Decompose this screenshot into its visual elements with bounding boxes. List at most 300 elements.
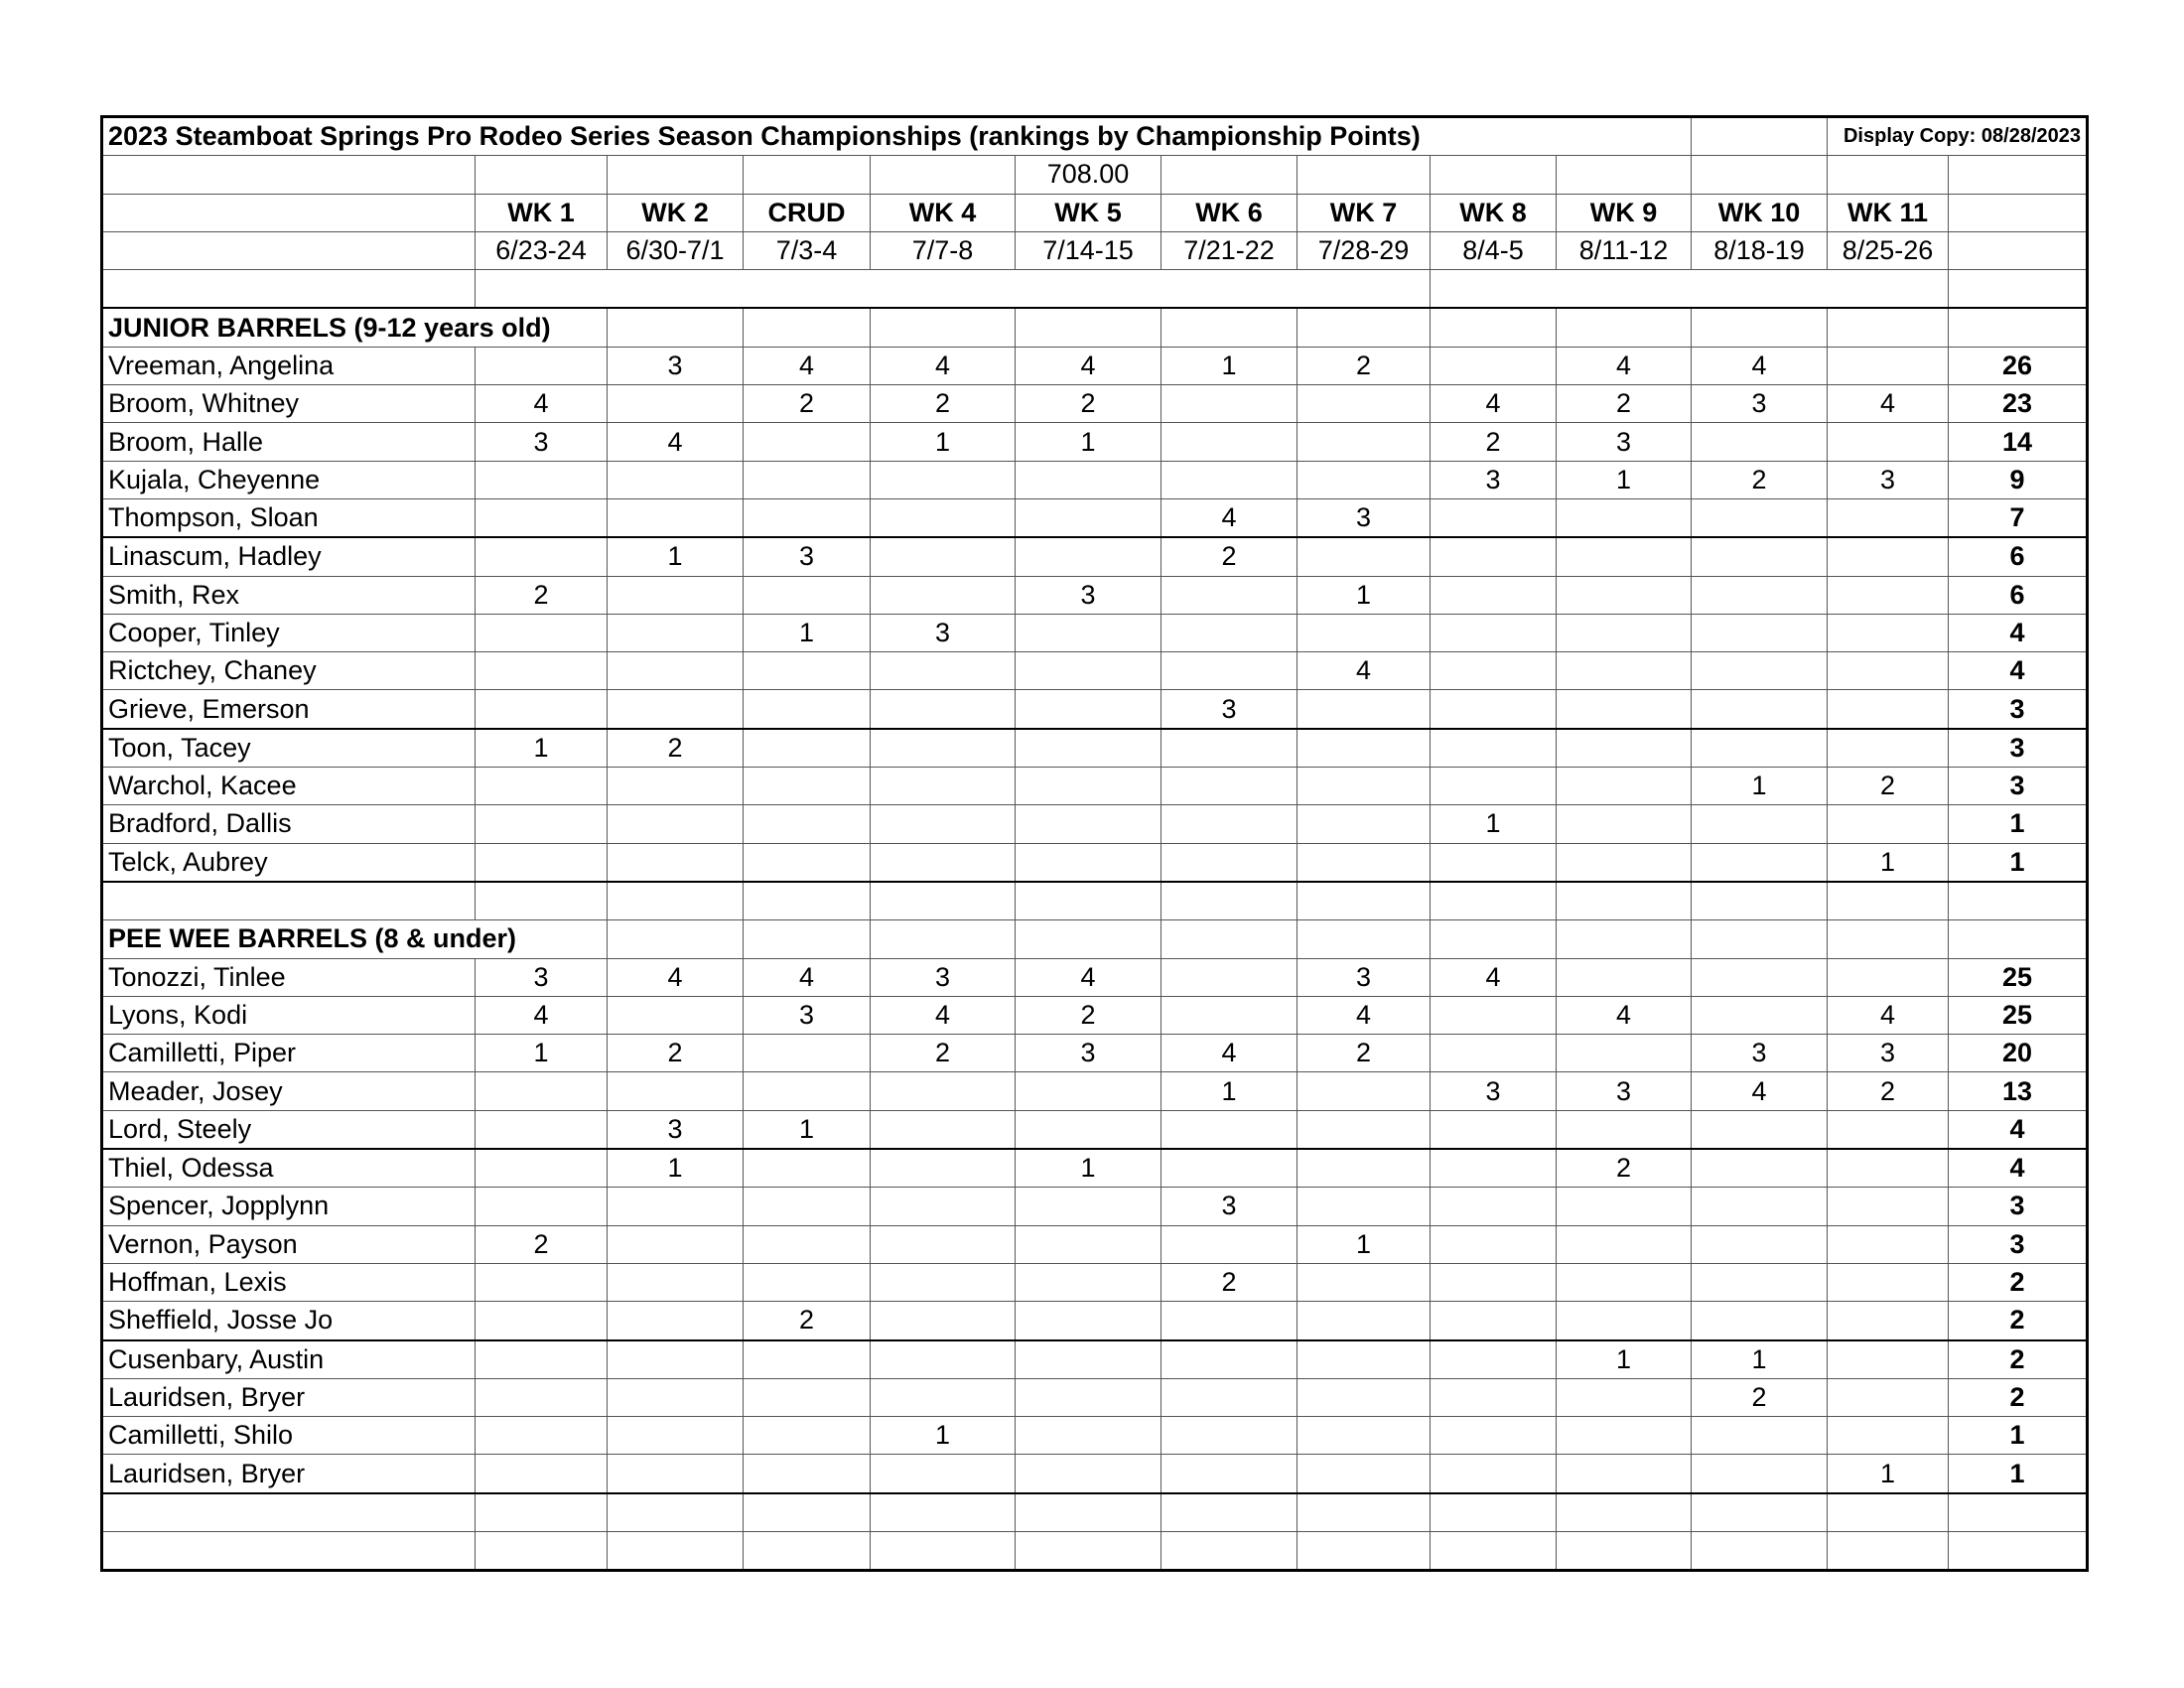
week-label: WK 1 <box>476 194 608 231</box>
points-cell <box>1016 1455 1161 1493</box>
points-cell <box>871 1263 1016 1301</box>
empty-cell <box>1828 920 1949 958</box>
points-cell: 1 <box>1016 1149 1161 1188</box>
points-cell: 4 <box>1161 1035 1297 1072</box>
points-cell: 2 <box>871 1035 1016 1072</box>
total-points: 2 <box>1949 1263 2088 1301</box>
empty-cell <box>1161 920 1297 958</box>
spacer-cell <box>1949 270 2088 309</box>
points-cell: 2 <box>1297 347 1431 384</box>
section-title: JUNIOR BARRELS (9-12 years old) <box>102 308 608 347</box>
total-points: 2 <box>1949 1302 2088 1340</box>
points-cell: 2 <box>608 729 744 768</box>
points-cell <box>1297 1263 1431 1301</box>
points-cell <box>1557 1110 1692 1149</box>
total-points: 3 <box>1949 1188 2088 1225</box>
points-cell <box>744 843 871 882</box>
points-cell <box>744 1035 871 1072</box>
points-cell <box>1557 614 1692 651</box>
empty-cell <box>608 308 744 347</box>
points-cell <box>476 1378 608 1416</box>
points-cell <box>476 805 608 843</box>
points-cell <box>1828 690 1949 729</box>
table-row <box>102 1417 2088 1455</box>
points-cell: 1 <box>1297 576 1431 614</box>
empty-cell <box>1431 308 1557 347</box>
table-row <box>102 690 2088 729</box>
points-cell <box>1828 958 1949 996</box>
points-cell: 1 <box>1016 423 1161 461</box>
empty-cell <box>1949 1493 2088 1532</box>
points-cell: 2 <box>744 1302 871 1340</box>
points-cell <box>476 1302 608 1340</box>
points-cell <box>744 1188 871 1225</box>
points-cell <box>744 498 871 537</box>
points-cell: 4 <box>871 347 1016 384</box>
section-header-row <box>102 308 2088 347</box>
points-cell: 3 <box>1431 461 1557 498</box>
contestant-name: Camilletti, Piper <box>102 1035 476 1072</box>
empty-cell <box>1161 1493 1297 1532</box>
points-cell <box>871 1302 1016 1340</box>
points-cell <box>608 1455 744 1493</box>
contestant-name: Camilletti, Shilo <box>102 1417 476 1455</box>
points-cell: 3 <box>744 537 871 576</box>
points-cell <box>871 1225 1016 1263</box>
points-cell <box>1828 498 1949 537</box>
points-cell <box>1557 958 1692 996</box>
week-dates: 6/30-7/1 <box>608 231 744 269</box>
total-points: 1 <box>1949 1455 2088 1493</box>
spacer-cell <box>1431 270 1949 309</box>
points-cell <box>1431 1035 1557 1072</box>
empty-cell <box>1828 882 1949 920</box>
table-row <box>102 768 2088 805</box>
empty-cell <box>608 920 744 958</box>
points-cell: 4 <box>1016 958 1161 996</box>
points-cell <box>476 652 608 690</box>
empty-cell <box>1297 308 1431 347</box>
points-cell <box>1828 1149 1949 1188</box>
points-cell: 4 <box>1828 385 1949 423</box>
standings-table <box>100 115 2089 1572</box>
empty-cell <box>871 920 1016 958</box>
points-cell: 3 <box>1161 690 1297 729</box>
points-cell: 4 <box>744 347 871 384</box>
points-cell: 4 <box>1297 996 1431 1034</box>
points-cell <box>1557 729 1692 768</box>
points-cell <box>871 537 1016 576</box>
points-cell <box>871 843 1016 882</box>
empty-cell <box>102 1531 476 1570</box>
points-cell: 3 <box>871 958 1016 996</box>
total-points: 3 <box>1949 768 2088 805</box>
points-cell: 1 <box>1431 805 1557 843</box>
points-cell <box>1161 768 1297 805</box>
points-cell <box>1297 1188 1431 1225</box>
points-cell <box>476 1340 608 1379</box>
week-dates: 8/4-5 <box>1431 231 1557 269</box>
points-cell <box>1828 1340 1949 1379</box>
points-cell: 2 <box>476 1225 608 1263</box>
points-cell <box>744 690 871 729</box>
contestant-name: Meader, Josey <box>102 1072 476 1110</box>
points-cell: 1 <box>1828 1455 1949 1493</box>
week-label: WK 11 <box>1828 194 1949 231</box>
points-cell <box>1431 1340 1557 1379</box>
points-cell: 3 <box>1692 385 1828 423</box>
points-cell <box>1161 652 1297 690</box>
display-copy: Display Copy: 08/28/2023 <box>1828 117 2088 156</box>
total-points: 6 <box>1949 537 2088 576</box>
points-cell <box>1431 1302 1557 1340</box>
points-cell <box>1692 1225 1828 1263</box>
points-cell <box>1297 1378 1431 1416</box>
empty-cell <box>1431 1531 1557 1570</box>
points-cell <box>1431 1417 1557 1455</box>
points-cell <box>744 1417 871 1455</box>
contestant-name: Warchol, Kacee <box>102 768 476 805</box>
points-cell <box>1828 576 1949 614</box>
empty-cell <box>1949 920 2088 958</box>
total-points: 4 <box>1949 614 2088 651</box>
table-row <box>102 652 2088 690</box>
week-label: WK 10 <box>1692 194 1828 231</box>
week-label: CRUD <box>744 194 871 231</box>
points-cell: 2 <box>476 576 608 614</box>
total-points: 3 <box>1949 729 2088 768</box>
points-cell <box>1016 1378 1161 1416</box>
points-cell <box>1431 768 1557 805</box>
points-cell <box>1692 614 1828 651</box>
points-cell <box>1557 1455 1692 1493</box>
points-cell <box>608 1263 744 1301</box>
empty-cell <box>1692 117 1828 156</box>
points-cell: 3 <box>1557 423 1692 461</box>
points-cell <box>1161 1455 1297 1493</box>
points-cell <box>1557 498 1692 537</box>
points-cell <box>1297 1302 1431 1340</box>
empty-cell <box>744 1531 871 1570</box>
points-cell <box>1828 1302 1949 1340</box>
table-row <box>102 1302 2088 1340</box>
total-points: 25 <box>1949 958 2088 996</box>
contestant-name: Telck, Aubrey <box>102 843 476 882</box>
table-row <box>102 958 2088 996</box>
empty-cell <box>608 1531 744 1570</box>
points-cell: 1 <box>1297 1225 1431 1263</box>
week-dates: 7/28-29 <box>1297 231 1431 269</box>
empty-cell <box>608 1493 744 1532</box>
empty-cell <box>102 1493 476 1532</box>
points-cell <box>1692 690 1828 729</box>
week-dates: 7/3-4 <box>744 231 871 269</box>
points-cell <box>608 461 744 498</box>
empty-cell <box>871 882 1016 920</box>
week-label: WK 4 <box>871 194 1016 231</box>
empty-cell <box>871 308 1016 347</box>
points-cell: 1 <box>1692 1340 1828 1379</box>
week-dates: 8/25-26 <box>1828 231 1949 269</box>
points-cell <box>1692 1110 1828 1149</box>
empty-cell <box>1297 1531 1431 1570</box>
points-cell: 1 <box>1828 843 1949 882</box>
points-cell: 4 <box>1297 652 1431 690</box>
contestant-name: Hoffman, Lexis <box>102 1263 476 1301</box>
points-cell <box>1431 1263 1557 1301</box>
points-cell <box>476 461 608 498</box>
empty-cell <box>871 1493 1016 1532</box>
blank-row <box>102 1531 2088 1570</box>
points-cell: 2 <box>1016 996 1161 1034</box>
contestant-name: Smith, Rex <box>102 576 476 614</box>
points-cell <box>1016 1225 1161 1263</box>
total-points: 20 <box>1949 1035 2088 1072</box>
points-cell <box>1161 423 1297 461</box>
points-cell <box>608 996 744 1034</box>
points-cell <box>1297 1110 1431 1149</box>
points-cell <box>1431 1225 1557 1263</box>
contestant-name: Spencer, Jopplynn <box>102 1188 476 1225</box>
points-cell <box>1016 1188 1161 1225</box>
points-cell <box>871 768 1016 805</box>
empty-cell <box>1949 308 2088 347</box>
points-cell: 3 <box>1557 1072 1692 1110</box>
points-cell <box>1692 576 1828 614</box>
points-cell <box>1431 729 1557 768</box>
points-cell <box>608 805 744 843</box>
points-cell <box>1431 652 1557 690</box>
points-cell <box>1297 423 1431 461</box>
week-dates: 7/21-22 <box>1161 231 1297 269</box>
total-points: 14 <box>1949 423 2088 461</box>
points-cell: 4 <box>608 423 744 461</box>
points-cell <box>1161 614 1297 651</box>
points-cell <box>1692 1417 1828 1455</box>
points-cell <box>1297 1149 1431 1188</box>
total-points: 3 <box>1949 1225 2088 1263</box>
total-points: 4 <box>1949 652 2088 690</box>
points-cell <box>608 1340 744 1379</box>
points-cell <box>744 652 871 690</box>
points-cell <box>744 1149 871 1188</box>
total-points: 3 <box>1949 690 2088 729</box>
empty-cell <box>1297 882 1431 920</box>
week-label: WK 6 <box>1161 194 1297 231</box>
table-row <box>102 614 2088 651</box>
points-cell: 2 <box>1692 461 1828 498</box>
points-cell <box>744 805 871 843</box>
empty-cell <box>1692 308 1828 347</box>
points-cell <box>744 461 871 498</box>
contestant-name: Broom, Halle <box>102 423 476 461</box>
empty-cell <box>1161 308 1297 347</box>
points-cell <box>608 576 744 614</box>
points-cell <box>1431 843 1557 882</box>
points-cell: 2 <box>1557 1149 1692 1188</box>
points-cell <box>1692 996 1828 1034</box>
points-cell <box>1297 385 1431 423</box>
points-cell: 3 <box>1016 576 1161 614</box>
points-cell <box>1692 498 1828 537</box>
contestant-name: Broom, Whitney <box>102 385 476 423</box>
points-cell <box>1016 1302 1161 1340</box>
points-cell <box>744 1378 871 1416</box>
points-cell: 3 <box>1297 958 1431 996</box>
points-cell <box>1557 652 1692 690</box>
points-cell <box>1431 537 1557 576</box>
table-row <box>102 1110 2088 1149</box>
total-points: 25 <box>1949 996 2088 1034</box>
points-cell <box>476 498 608 537</box>
points-cell <box>608 1417 744 1455</box>
points-cell: 1 <box>1161 347 1297 384</box>
contestant-name: Cooper, Tinley <box>102 614 476 651</box>
points-cell <box>1557 690 1692 729</box>
points-cell <box>608 1302 744 1340</box>
points-cell: 3 <box>1828 461 1949 498</box>
points-cell <box>476 1188 608 1225</box>
points-cell <box>1297 614 1431 651</box>
points-cell <box>608 614 744 651</box>
table-row <box>102 347 2088 384</box>
points-cell: 1 <box>871 423 1016 461</box>
points-cell <box>1692 1302 1828 1340</box>
points-cell: 1 <box>608 1149 744 1188</box>
points-cell: 2 <box>1297 1035 1431 1072</box>
table-row <box>102 1378 2088 1416</box>
empty-cell <box>871 1531 1016 1570</box>
empty-cell <box>744 1493 871 1532</box>
points-cell <box>1297 768 1431 805</box>
points-cell <box>871 1149 1016 1188</box>
page-title: 2023 Steamboat Springs Pro Rodeo Series Season Championships (rankings by Championship Points) <box>102 117 1692 156</box>
table-row <box>102 996 2088 1034</box>
week-label: WK 8 <box>1431 194 1557 231</box>
points-cell <box>1297 537 1431 576</box>
empty-cell <box>1016 1531 1161 1570</box>
points-cell <box>1016 1417 1161 1455</box>
points-cell: 2 <box>1828 768 1949 805</box>
points-cell <box>476 1417 608 1455</box>
points-cell: 4 <box>744 958 871 996</box>
points-cell <box>1692 423 1828 461</box>
empty-cell <box>744 920 871 958</box>
week-label: WK 9 <box>1557 194 1692 231</box>
points-cell <box>1828 1417 1949 1455</box>
points-cell <box>1431 498 1557 537</box>
points-cell <box>1161 1149 1297 1188</box>
points-cell <box>476 537 608 576</box>
points-cell <box>1161 996 1297 1034</box>
points-cell <box>476 1455 608 1493</box>
points-cell: 1 <box>476 1035 608 1072</box>
table-row <box>102 1263 2088 1301</box>
points-cell <box>1557 1378 1692 1416</box>
empty-cell <box>1431 1493 1557 1532</box>
points-cell: 4 <box>1431 385 1557 423</box>
points-cell <box>1431 1455 1557 1493</box>
total-points: 4 <box>1949 1149 2088 1188</box>
total-points: 4 <box>1949 1110 2088 1149</box>
empty-cell <box>744 308 871 347</box>
points-cell <box>1016 768 1161 805</box>
points-cell: 1 <box>1557 1340 1692 1379</box>
points-cell <box>1828 729 1949 768</box>
points-cell <box>1161 461 1297 498</box>
points-cell <box>1016 1340 1161 1379</box>
points-cell <box>608 1378 744 1416</box>
week-dates: 7/7-8 <box>871 231 1016 269</box>
points-cell: 2 <box>1692 1378 1828 1416</box>
points-cell <box>1431 996 1557 1034</box>
points-cell: 3 <box>1692 1035 1828 1072</box>
empty-cell <box>1161 882 1297 920</box>
contestant-name: Lord, Steely <box>102 1110 476 1149</box>
points-cell <box>1557 1302 1692 1340</box>
points-cell <box>476 1110 608 1149</box>
points-cell <box>1016 729 1161 768</box>
points-cell <box>1828 537 1949 576</box>
points-cell <box>476 347 608 384</box>
points-cell <box>608 1188 744 1225</box>
table-row <box>102 729 2088 768</box>
points-cell <box>1016 498 1161 537</box>
points-cell <box>1161 1302 1297 1340</box>
section-header-row <box>102 920 2088 958</box>
points-cell <box>871 1188 1016 1225</box>
points-cell: 2 <box>1828 1072 1949 1110</box>
points-cell <box>1828 1378 1949 1416</box>
points-cell <box>608 652 744 690</box>
empty-cell <box>1297 1493 1431 1532</box>
section-title: PEE WEE BARRELS (8 & under) <box>102 920 608 958</box>
wk5-amount: 708.00 <box>1016 156 1161 194</box>
table-row <box>102 385 2088 423</box>
table-row <box>102 1188 2088 1225</box>
points-cell <box>476 768 608 805</box>
points-cell <box>1828 1188 1949 1225</box>
contestant-name: Sheffield, Josse Jo <box>102 1302 476 1340</box>
empty-cell <box>1692 1493 1828 1532</box>
empty-cell <box>744 882 871 920</box>
points-cell: 4 <box>1557 996 1692 1034</box>
total-header <box>1949 231 2088 269</box>
points-cell <box>1828 614 1949 651</box>
points-cell <box>1557 843 1692 882</box>
total-points: 9 <box>1949 461 2088 498</box>
points-cell <box>1828 1263 1949 1301</box>
points-cell: 1 <box>871 1417 1016 1455</box>
points-cell <box>1692 1263 1828 1301</box>
points-cell <box>1297 1072 1431 1110</box>
week-dates: 7/14-15 <box>1016 231 1161 269</box>
points-cell <box>1431 1378 1557 1416</box>
points-cell <box>1692 843 1828 882</box>
table-row <box>102 843 2088 882</box>
total-points: 6 <box>1949 576 2088 614</box>
table-row <box>102 1035 2088 1072</box>
points-cell <box>1692 1455 1828 1493</box>
points-cell: 1 <box>608 537 744 576</box>
points-cell: 2 <box>871 385 1016 423</box>
week-dates: 6/23-24 <box>476 231 608 269</box>
total-points: 13 <box>1949 1072 2088 1110</box>
points-cell: 4 <box>1016 347 1161 384</box>
points-cell <box>1557 1225 1692 1263</box>
points-cell: 3 <box>476 958 608 996</box>
points-cell <box>1297 461 1431 498</box>
